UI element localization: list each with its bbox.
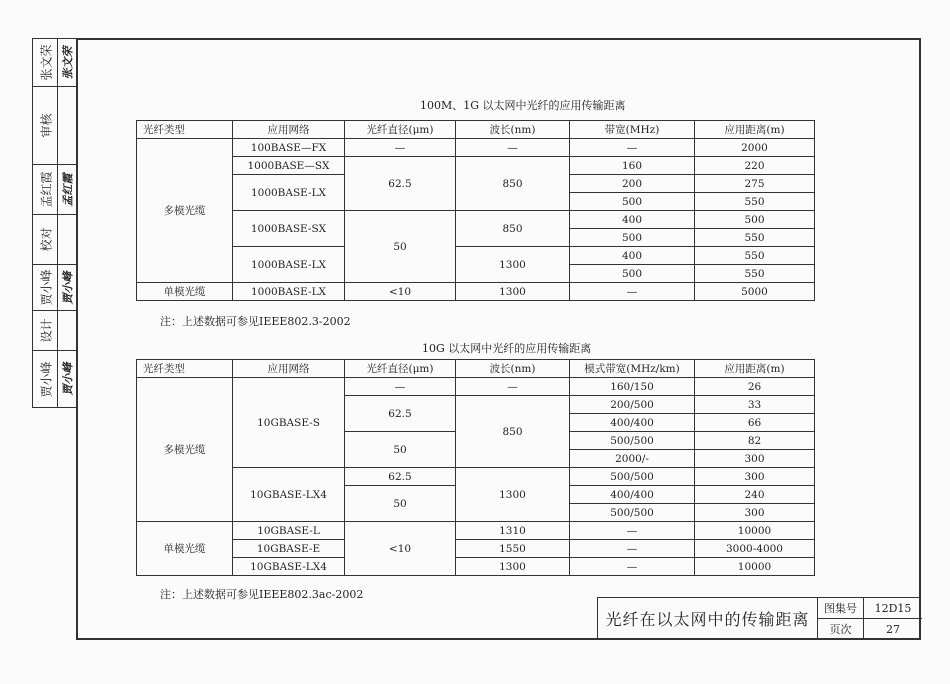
distance-cell: 33	[695, 396, 815, 414]
side-cell-7	[33, 351, 77, 407]
side-cell-2	[33, 87, 77, 165]
network-cell: 1000BASE—SX	[233, 157, 345, 175]
bandwidth-cell: 400	[570, 211, 695, 229]
network-cell: 10GBASE-E	[233, 540, 345, 558]
page-label: 页次	[818, 619, 864, 639]
bandwidth-cell: 400/400	[570, 414, 695, 432]
side-cell-5	[33, 265, 77, 311]
fiber-type-cell: 多模光缆	[137, 378, 233, 522]
header-cell: 应用距离(m)	[695, 121, 815, 139]
distance-cell: 500	[695, 211, 815, 229]
distance-cell: 300	[695, 504, 815, 522]
side-cell-6	[33, 311, 77, 351]
wavelength-cell: 1300	[456, 468, 570, 522]
table-row	[137, 378, 815, 396]
table2-title: 10G 以太网中光纤的应用传输距离	[422, 342, 592, 355]
table2-note: 注：上述数据可参见IEEE802.3ac-2002	[160, 588, 364, 601]
wavelength-cell: —	[456, 378, 570, 396]
side-label: 孟红霞	[39, 171, 54, 208]
atlas-label: 图集号	[818, 598, 864, 619]
diameter-cell: —	[345, 139, 456, 157]
title-block	[597, 597, 921, 640]
header-cell: 波长(nm)	[456, 360, 570, 378]
diameter-cell: —	[345, 378, 456, 396]
distance-cell: 10000	[695, 558, 815, 576]
atlas-value: 12D15	[864, 598, 922, 619]
bandwidth-cell: 500	[570, 193, 695, 211]
bandwidth-cell: —	[570, 522, 695, 540]
network-cell: 10GBASE-L	[233, 522, 345, 540]
diameter-cell: 62.5	[345, 157, 456, 211]
table-header-row	[137, 121, 815, 139]
fiber-type-cell: 单模光缆	[137, 283, 233, 301]
header-cell: 光纤直径(μm)	[345, 360, 456, 378]
network-cell: 1000BASE-LX	[233, 175, 345, 211]
table-row	[137, 558, 815, 576]
table-row	[137, 247, 815, 265]
distance-cell: 550	[695, 193, 815, 211]
header-cell: 模式带宽(MHz/km)	[570, 360, 695, 378]
header-cell: 应用距离(m)	[695, 360, 815, 378]
distance-cell: 10000	[695, 522, 815, 540]
diameter-cell: 50	[345, 432, 456, 468]
distance-cell: 300	[695, 450, 815, 468]
distance-cell: 3000-4000	[695, 540, 815, 558]
header-cell: 光纤类型	[137, 121, 233, 139]
bandwidth-cell: 200	[570, 175, 695, 193]
distance-cell: 300	[695, 468, 815, 486]
distance-cell: 5000	[695, 283, 815, 301]
table-row	[137, 468, 815, 486]
network-cell: 100BASE—FX	[233, 139, 345, 157]
distance-cell: 26	[695, 378, 815, 396]
distance-cell: 275	[695, 175, 815, 193]
header-cell: 光纤直径(μm)	[345, 121, 456, 139]
distance-cell: 220	[695, 157, 815, 175]
distance-cell: 82	[695, 432, 815, 450]
table-row	[137, 283, 815, 301]
distance-cell: 550	[695, 247, 815, 265]
signature: 贾小峰	[61, 362, 75, 396]
wavelength-cell: 1300	[456, 558, 570, 576]
network-cell: 10GBASE-S	[233, 378, 345, 468]
header-cell: 应用网络	[233, 360, 345, 378]
drawing-title: 光纤在以太网中的传输距离	[598, 598, 818, 639]
table-row	[137, 540, 815, 558]
side-cell-3	[33, 165, 77, 215]
signature: 孟红霞	[61, 173, 75, 206]
bandwidth-cell: 200/500	[570, 396, 695, 414]
bandwidth-cell: 500/500	[570, 432, 695, 450]
header-cell: 光纤类型	[137, 360, 233, 378]
page-value: 27	[886, 622, 900, 636]
diameter-cell: <10	[345, 522, 456, 576]
side-label: 校对	[39, 227, 54, 252]
bandwidth-cell: —	[570, 139, 695, 157]
wavelength-cell: 850	[456, 157, 570, 211]
header-cell: 带宽(MHz)	[570, 121, 695, 139]
network-cell: 1000BASE-LX	[233, 247, 345, 283]
fiber-type-cell: 多模光缆	[137, 139, 233, 283]
header-cell: 应用网络	[233, 121, 345, 139]
wavelength-cell: 850	[456, 211, 570, 247]
wavelength-cell: 1300	[456, 247, 570, 283]
wavelength-cell: 1550	[456, 540, 570, 558]
bandwidth-cell: 400/400	[570, 486, 695, 504]
bandwidth-cell: 160/150	[570, 378, 695, 396]
table-row	[137, 157, 815, 175]
distance-cell: 550	[695, 265, 815, 283]
diameter-cell: 62.5	[345, 468, 456, 486]
bandwidth-cell: 160	[570, 157, 695, 175]
wavelength-cell: 1300	[456, 283, 570, 301]
distance-cell: 550	[695, 229, 815, 247]
diameter-cell: 50	[345, 486, 456, 522]
distance-cell: 66	[695, 414, 815, 432]
bandwidth-cell: —	[570, 558, 695, 576]
fiber-type-cell: 单模光缆	[137, 522, 233, 576]
diameter-cell: <10	[345, 283, 456, 301]
table2	[136, 359, 815, 576]
bandwidth-cell: 500	[570, 265, 695, 283]
side-cell-1	[33, 39, 77, 87]
side-label: 贾小峰	[39, 360, 54, 398]
table1	[136, 120, 815, 301]
network-cell: 10GBASE-LX4	[233, 468, 345, 522]
table-row	[137, 211, 815, 229]
side-label: 审核	[39, 113, 54, 138]
header-cell: 波长(nm)	[456, 121, 570, 139]
side-label: 设计	[39, 318, 54, 343]
wavelength-cell: —	[456, 139, 570, 157]
signature-column	[32, 38, 76, 408]
table-row	[137, 522, 815, 540]
bandwidth-cell: 400	[570, 247, 695, 265]
wavelength-cell: 850	[456, 396, 570, 468]
network-cell: 10GBASE-LX4	[233, 558, 345, 576]
distance-cell: 2000	[695, 139, 815, 157]
bandwidth-cell: 500	[570, 229, 695, 247]
network-cell: 1000BASE-SX	[233, 211, 345, 247]
side-cell-4	[33, 215, 77, 265]
diameter-cell: 50	[345, 211, 456, 283]
diameter-cell: 62.5	[345, 396, 456, 432]
distance-cell: 240	[695, 486, 815, 504]
side-label: 张文荣	[39, 44, 54, 81]
bandwidth-cell: 500/500	[570, 504, 695, 522]
table-header-row	[137, 360, 815, 378]
bandwidth-cell: —	[570, 540, 695, 558]
table-row	[137, 139, 815, 157]
table1-title: 100M、1G 以太网中光纤的应用传输距离	[420, 99, 626, 112]
side-label: 贾小峰	[39, 269, 54, 306]
wavelength-cell: 1310	[456, 522, 570, 540]
bandwidth-cell: —	[570, 283, 695, 301]
signature: 贾小峰	[61, 271, 75, 304]
bandwidth-cell: 2000/-	[570, 450, 695, 468]
table1-note: 注：上述数据可参见IEEE802.3-2002	[160, 315, 351, 328]
bandwidth-cell: 500/500	[570, 468, 695, 486]
signature: 张文荣	[61, 46, 75, 79]
network-cell: 1000BASE-LX	[233, 283, 345, 301]
